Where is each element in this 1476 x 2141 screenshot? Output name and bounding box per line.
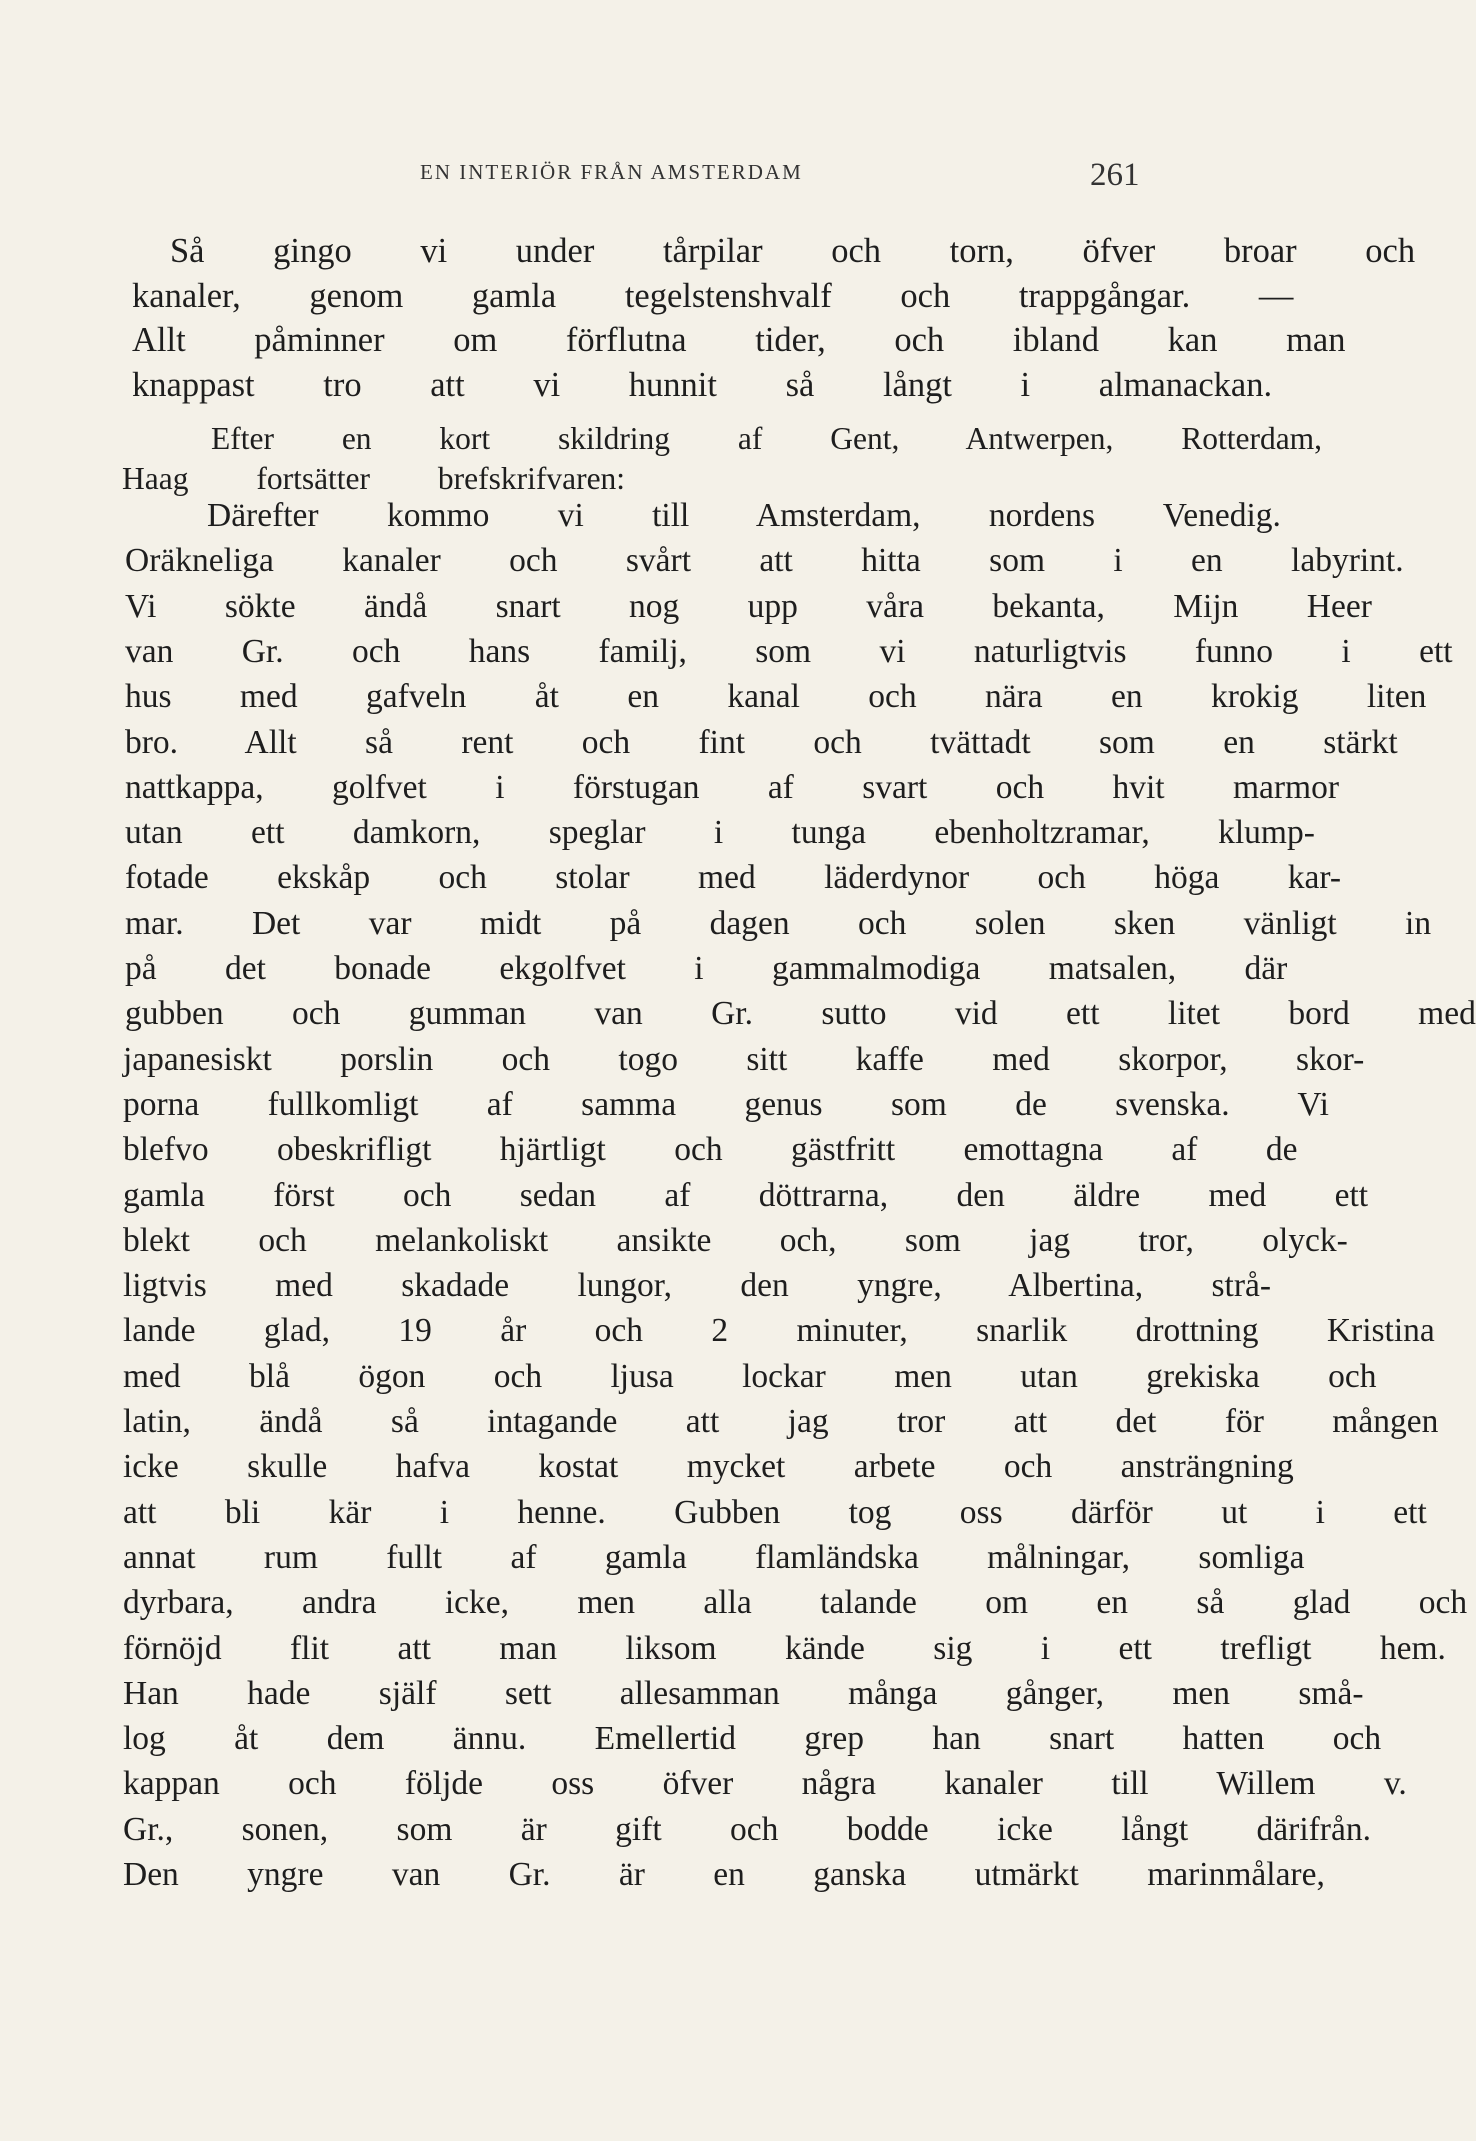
text-line: Han hade själf sett allesamman många gånger, men små- (123, 1674, 1364, 1712)
text-line: lande glad, 19 år och 2 minuter, snarlik drottning Kristina (123, 1312, 1435, 1350)
text-line: Vi sökte ändå snart nog upp våra bekanta, Mijn Heer (125, 587, 1372, 625)
page-number: 261 (1090, 157, 1140, 193)
text-line: förnöjd flit att man liksom kände sig i ett trefligt hem. (123, 1629, 1446, 1667)
text-line: porna fullkomligt af samma genus som de svenska. Vi (123, 1085, 1329, 1123)
text-line: blefvo obeskrifligt hjärtligt och gästfritt emottagna af de (123, 1131, 1298, 1169)
text-line: fotade ekskåp och stolar med läderdynor och höga kar- (125, 859, 1342, 897)
text-line: annat rum fullt af gamla flamländska målningar, somliga (123, 1538, 1305, 1576)
text-line: utan ett damkorn, speglar i tunga ebenholtzramar, klump- (125, 814, 1315, 852)
text-line: latin, ändå så intagande att jag tror att det för mången (123, 1403, 1439, 1440)
text-line: hus med gafveln åt en kanal och nära en krokig liten (125, 678, 1427, 716)
text-line: Gr., sonen, som är gift och bodde icke långt därifrån. (123, 1810, 1371, 1848)
text-line: Den yngre van Gr. är en ganska utmärkt marinmålare, (123, 1856, 1325, 1893)
text-line: knappast tro att vi hunnit så långt i almanackan. (132, 365, 1273, 404)
text-line: van Gr. och hans familj, som vi naturligtvis funno i ett (125, 632, 1453, 670)
text-line: med blå ögon och ljusa lockar men utan grekiska och (123, 1357, 1377, 1395)
text-line: kappan och följde oss öfver några kanaler till Willem v. (123, 1765, 1407, 1803)
text-line: log åt dem ännu. Emellertid grep han snart hatten och (123, 1720, 1382, 1758)
text-line: Allt påminner om förflutna tider, och ibland kan man (132, 321, 1346, 360)
text-line: ligtvis med skadade lungor, den yngre, Albertina, strå- (123, 1267, 1272, 1305)
text-line: blekt och melankoliskt ansikte och, som jag tror, olyck- (123, 1221, 1348, 1259)
text-line: kanaler, genom gamla tegelstenshvalf och trappgångar. — (132, 276, 1294, 315)
text-line: bro. Allt så rent och fint och tvättadt som en stärkt (125, 723, 1398, 761)
text-line: att bli kär i henne. Gubben tog oss därför ut i ett (123, 1493, 1427, 1531)
running-title: EN INTERIÖR FRÅN AMSTERDAM (420, 160, 803, 184)
text-line: Så gingo vi under tårpilar och torn, öfver broar och (170, 232, 1416, 270)
text-line: mar. Det var midt på dagen och solen sken vänligt in (125, 904, 1432, 942)
text-line: japanesiskt porslin och togo sitt kaffe med skorpor, skor- (123, 1040, 1365, 1078)
text-line: gamla först och sedan af döttrarna, den äldre med ett (123, 1176, 1369, 1214)
text-line: på det bonade ekgolfvet i gammalmodiga matsalen, där (125, 950, 1288, 987)
text-line: dyrbara, andra icke, men alla talande om en så glad och (123, 1584, 1468, 1622)
text-line: gubben och gumman van Gr. sutto vid ett litet bord med (125, 995, 1476, 1033)
text-line: nattkappa, golfvet i förstugan af svart och hvit marmor (125, 768, 1339, 806)
text-line: icke skulle hafva kostat mycket arbete och ansträngning (123, 1448, 1294, 1486)
text-line: Efter en kort skildring af Gent, Antwerpen, Rotterdam, (211, 421, 1323, 456)
text-line: Oräkneliga kanaler och svårt att hitta som i en labyrint. (125, 542, 1404, 580)
text-line: Haag fortsätter brefskrifvaren: (122, 461, 626, 496)
text-line: Därefter kommo vi till Amsterdam, nordens Venedig. (207, 497, 1281, 534)
